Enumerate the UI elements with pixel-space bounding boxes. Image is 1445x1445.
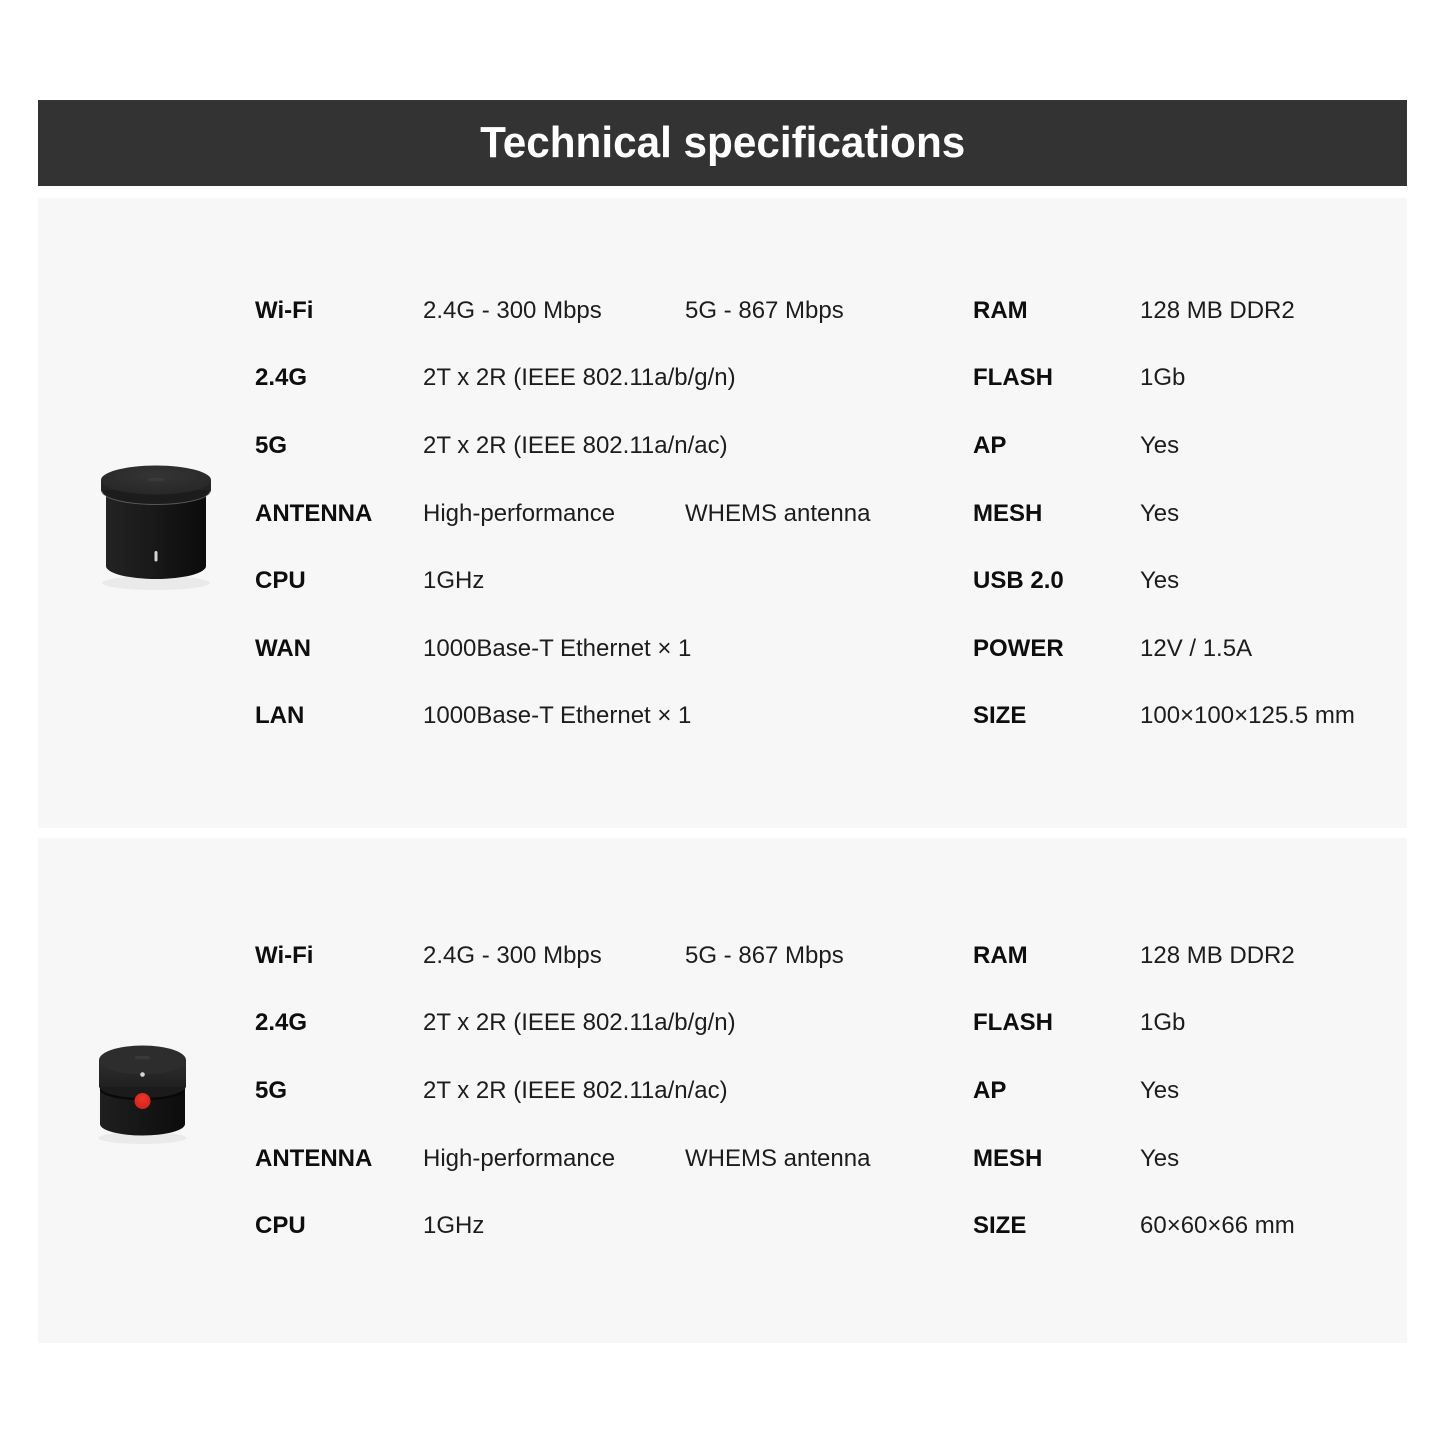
spec-table-router-left bbox=[255, 277, 870, 750]
spec-value: Yes bbox=[1140, 1144, 1180, 1172]
spec-row bbox=[973, 412, 1355, 480]
spec-value-2: WHEMS antenna bbox=[685, 1144, 871, 1172]
spec-label: POWER bbox=[973, 634, 1064, 662]
spec-row bbox=[973, 345, 1355, 413]
spec-row bbox=[973, 1192, 1295, 1260]
spec-label: FLASH bbox=[973, 364, 1053, 392]
spec-row bbox=[255, 1125, 870, 1193]
spec-label: 2.4G bbox=[255, 1009, 308, 1037]
black-mini-mesh-node-icon bbox=[90, 1032, 195, 1147]
spec-panel-router bbox=[38, 198, 1407, 828]
spec-row bbox=[255, 547, 870, 615]
spec-value: 100×100×125.5 mm bbox=[1140, 702, 1355, 730]
spec-row bbox=[973, 277, 1355, 345]
spec-row bbox=[973, 1057, 1295, 1125]
spec-label: ANTENNA bbox=[255, 1144, 373, 1172]
spec-label: Wi-Fi bbox=[255, 296, 314, 324]
spec-label: SIZE bbox=[973, 1212, 1027, 1240]
spec-value: 12V / 1.5A bbox=[1140, 634, 1253, 662]
spec-value: 1000Base-T Ethernet × 1 bbox=[423, 634, 692, 662]
spec-label: AP bbox=[973, 431, 1007, 459]
header-banner bbox=[38, 100, 1407, 186]
spec-value: 2T x 2R (IEEE 802.11a/b/g/n) bbox=[423, 1009, 736, 1037]
spec-value: 2T x 2R (IEEE 802.11a/b/g/n) bbox=[423, 364, 736, 392]
spec-value: 2.4G - 300 Mbps bbox=[423, 941, 602, 969]
spec-label: USB 2.0 bbox=[973, 567, 1064, 595]
page-title: Technical specifications bbox=[479, 118, 966, 167]
spec-value: 2T x 2R (IEEE 802.11a/n/ac) bbox=[423, 431, 728, 459]
spec-row bbox=[255, 480, 870, 548]
spec-label: 5G bbox=[255, 1076, 288, 1104]
spec-row bbox=[973, 547, 1355, 615]
spec-panel-mesh-node bbox=[38, 838, 1407, 1343]
spec-value: Yes bbox=[1140, 567, 1180, 595]
spec-value: 60×60×66 mm bbox=[1140, 1212, 1295, 1240]
spec-table-mesh-left bbox=[255, 922, 870, 1260]
mesh-node-product-image bbox=[90, 1032, 195, 1147]
spec-label: MESH bbox=[973, 499, 1043, 527]
spec-value: 1Gb bbox=[1140, 1009, 1186, 1037]
spec-label: Wi-Fi bbox=[255, 941, 314, 969]
spec-label: MESH bbox=[973, 1144, 1043, 1172]
spec-row bbox=[973, 683, 1355, 751]
spec-value: 128 MB DDR2 bbox=[1140, 296, 1295, 324]
spec-label: LAN bbox=[255, 702, 305, 730]
spec-label: ANTENNA bbox=[255, 499, 373, 527]
spec-row bbox=[255, 683, 870, 751]
spec-value: 1GHz bbox=[423, 1212, 485, 1240]
spec-row bbox=[255, 412, 870, 480]
spec-label: CPU bbox=[255, 1212, 306, 1240]
spec-value: Yes bbox=[1140, 1076, 1180, 1104]
spec-row bbox=[255, 345, 870, 413]
spec-value: High-performance bbox=[423, 1144, 616, 1172]
spec-label: AP bbox=[973, 1076, 1007, 1104]
spec-value: 2.4G - 300 Mbps bbox=[423, 296, 602, 324]
spec-row bbox=[973, 480, 1355, 548]
spec-row bbox=[255, 922, 870, 990]
spec-value-2: 5G - 867 Mbps bbox=[685, 941, 844, 969]
spec-row bbox=[255, 1057, 870, 1125]
spec-label: FLASH bbox=[973, 1009, 1053, 1037]
spec-row bbox=[973, 1125, 1295, 1193]
spec-value: High-performance bbox=[423, 499, 616, 527]
spec-table-router-right bbox=[973, 277, 1355, 750]
spec-label: 5G bbox=[255, 431, 288, 459]
black-cylinder-router-icon bbox=[86, 438, 226, 593]
spec-row bbox=[973, 990, 1295, 1058]
spec-value: Yes bbox=[1140, 499, 1180, 527]
router-product-image bbox=[86, 438, 226, 593]
spec-label: CPU bbox=[255, 567, 306, 595]
spec-value: 1000Base-T Ethernet × 1 bbox=[423, 702, 692, 730]
spec-value: 1Gb bbox=[1140, 364, 1186, 392]
spec-label: RAM bbox=[973, 941, 1028, 969]
spec-table-mesh-right bbox=[973, 922, 1295, 1260]
spec-label: 2.4G bbox=[255, 364, 308, 392]
spec-label: RAM bbox=[973, 296, 1028, 324]
spec-row bbox=[255, 277, 870, 345]
spec-value: 1GHz bbox=[423, 567, 485, 595]
spec-row bbox=[255, 1192, 870, 1260]
spec-value: Yes bbox=[1140, 431, 1180, 459]
spec-row bbox=[973, 922, 1295, 990]
spec-row bbox=[973, 615, 1355, 683]
spec-value-2: 5G - 867 Mbps bbox=[685, 296, 844, 324]
spec-label: SIZE bbox=[973, 702, 1027, 730]
spec-value-2: WHEMS antenna bbox=[685, 499, 871, 527]
spec-value: 2T x 2R (IEEE 802.11a/n/ac) bbox=[423, 1076, 728, 1104]
spec-row bbox=[255, 615, 870, 683]
spec-value: 128 MB DDR2 bbox=[1140, 941, 1295, 969]
spec-label: WAN bbox=[255, 634, 311, 662]
spec-row bbox=[255, 990, 870, 1058]
